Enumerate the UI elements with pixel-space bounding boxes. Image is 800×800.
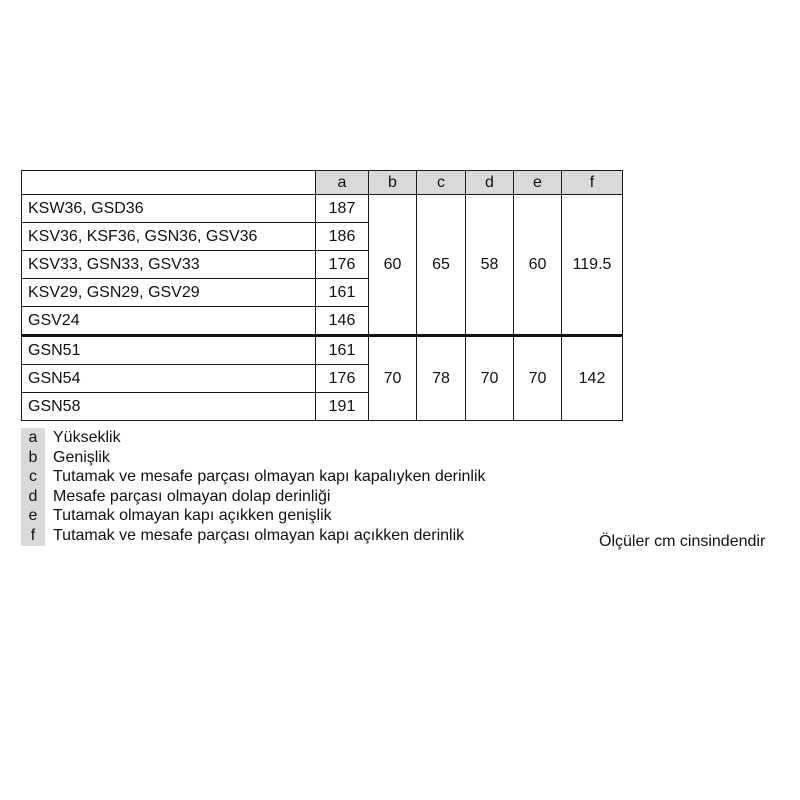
legend-item xyxy=(21,428,486,448)
legend xyxy=(21,428,486,545)
height-cell: 176 xyxy=(316,251,369,279)
legend-text: Yükseklik xyxy=(53,429,121,446)
model-cell: GSN58 xyxy=(22,393,316,421)
open-width-cell: 70 xyxy=(514,336,562,421)
legend-key: d xyxy=(21,487,45,507)
cabinet-depth-cell: 58 xyxy=(466,195,514,336)
legend-key: a xyxy=(21,428,45,448)
legend-item xyxy=(21,467,486,487)
legend-key: e xyxy=(21,506,45,526)
model-cell: KSW36, GSD36 xyxy=(22,195,316,223)
width-cell: 60 xyxy=(369,195,417,336)
dimensions-table xyxy=(21,170,623,421)
cabinet-depth-cell: 70 xyxy=(466,336,514,421)
header-f: f xyxy=(562,171,623,195)
legend-item xyxy=(21,487,486,507)
legend-text: Tutamak ve mesafe parçası olmayan kapı kapalıyken derinlik xyxy=(53,468,486,485)
table-row xyxy=(22,336,623,365)
legend-text: Tutamak ve mesafe parçası olmayan kapı açıkken derinlik xyxy=(53,526,465,544)
depth-closed-cell: 78 xyxy=(417,336,466,421)
model-cell: KSV29, GSN29, GSV29 xyxy=(22,279,316,307)
height-cell: 161 xyxy=(316,336,369,365)
header-d: d xyxy=(466,171,514,195)
table-row xyxy=(22,195,623,223)
open-depth-cell: 142 xyxy=(562,336,623,421)
width-cell: 70 xyxy=(369,336,417,421)
legend-key: c xyxy=(21,467,45,487)
header-blank xyxy=(22,171,316,195)
open-depth-cell: 119.5 xyxy=(562,195,623,336)
height-cell: 161 xyxy=(316,279,369,307)
header-a: a xyxy=(316,171,369,195)
legend-text: Genişlik xyxy=(53,448,110,466)
header-c: c xyxy=(417,171,466,195)
legend-key: b xyxy=(21,448,45,468)
model-cell: GSN51 xyxy=(22,336,316,365)
units-note: Ölçüler cm cinsindendir xyxy=(599,533,766,550)
legend-text: Tutamak olmayan kapı açıkken genişlik xyxy=(53,507,332,524)
legend-item xyxy=(21,526,486,546)
legend-text: Mesafe parçası olmayan dolap derinliği xyxy=(53,487,331,505)
header-e: e xyxy=(514,171,562,195)
open-width-cell: 60 xyxy=(514,195,562,336)
model-cell: KSV33, GSN33, GSV33 xyxy=(22,251,316,279)
legend-key: f xyxy=(21,526,45,546)
height-cell: 186 xyxy=(316,223,369,251)
model-cell: GSV24 xyxy=(22,307,316,336)
model-cell: KSV36, KSF36, GSN36, GSV36 xyxy=(22,223,316,251)
header-row xyxy=(22,171,623,195)
header-b: b xyxy=(369,171,417,195)
model-cell: GSN54 xyxy=(22,365,316,393)
legend-item xyxy=(21,448,486,468)
depth-closed-cell: 65 xyxy=(417,195,466,336)
height-cell: 191 xyxy=(316,393,369,421)
height-cell: 146 xyxy=(316,307,369,336)
height-cell: 176 xyxy=(316,365,369,393)
legend-item xyxy=(21,506,486,526)
height-cell: 187 xyxy=(316,195,369,223)
